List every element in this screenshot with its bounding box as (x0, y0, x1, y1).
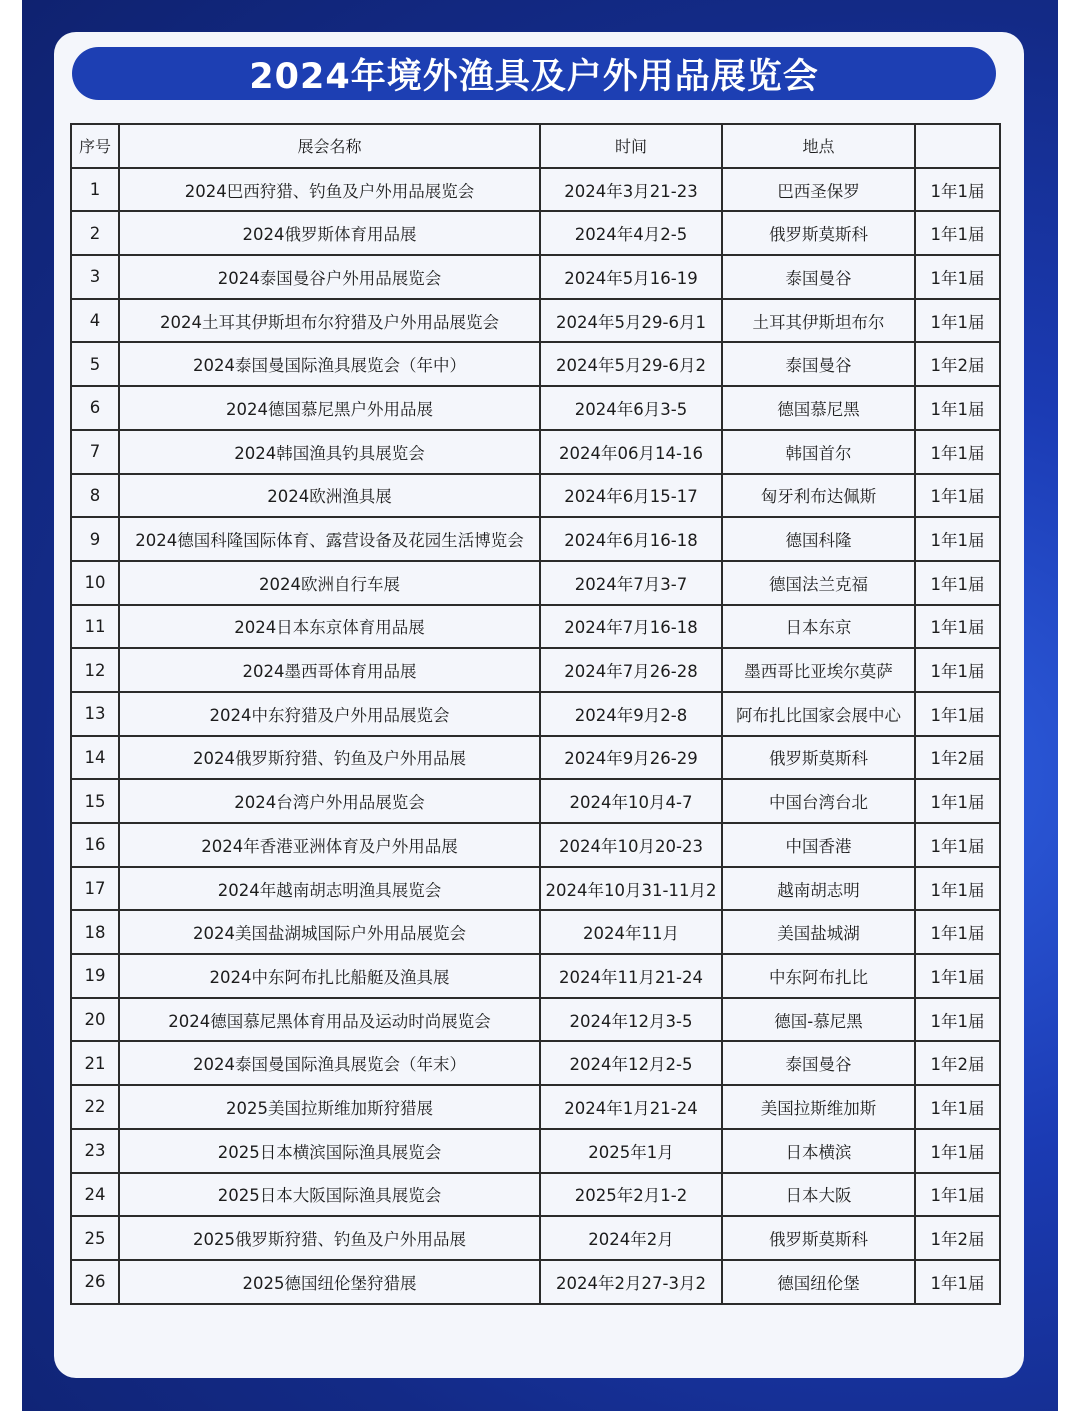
cell-exhibition-name: 2024德国慕尼黑体育用品及运动时尚展览会 (119, 998, 540, 1042)
table-row (71, 736, 1000, 780)
cell-no: 17 (71, 867, 119, 911)
table-row (71, 255, 1000, 299)
cell-exhibition-name: 2024德国科隆国际体育、露营设备及花园生活博览会 (119, 517, 540, 561)
cell-frequency: 1年1届 (915, 823, 1000, 867)
cell-location: 美国拉斯维加斯 (722, 1085, 915, 1129)
cell-no: 6 (71, 386, 119, 430)
cell-no: 11 (71, 605, 119, 649)
cell-no: 4 (71, 299, 119, 343)
cell-exhibition-name: 2024台湾户外用品展览会 (119, 779, 540, 823)
exhibition-table (70, 123, 1001, 1305)
cell-location: 中东阿布扎比 (722, 954, 915, 998)
cell-frequency: 1年1届 (915, 517, 1000, 561)
cell-location: 土耳其伊斯坦布尔 (722, 299, 915, 343)
cell-frequency: 1年1届 (915, 910, 1000, 954)
cell-exhibition-name: 2024中东阿布扎比船艇及渔具展 (119, 954, 540, 998)
table-row (71, 386, 1000, 430)
cell-no: 9 (71, 517, 119, 561)
cell-exhibition-name: 2025日本大阪国际渔具展览会 (119, 1173, 540, 1217)
cell-location: 德国纽伦堡 (722, 1260, 915, 1304)
table-header-row (71, 124, 1000, 168)
cell-time: 2024年7月16-18 (540, 605, 722, 649)
cell-time: 2024年4月2-5 (540, 211, 722, 255)
cell-location: 俄罗斯莫斯科 (722, 211, 915, 255)
cell-exhibition-name: 2024俄罗斯狩猎、钓鱼及户外用品展 (119, 736, 540, 780)
table-row (71, 342, 1000, 386)
cell-no: 13 (71, 692, 119, 736)
cell-time: 2024年10月31-11月2 (540, 867, 722, 911)
table-row (71, 517, 1000, 561)
cell-frequency: 1年1届 (915, 605, 1000, 649)
cell-no: 23 (71, 1129, 119, 1173)
cell-no: 21 (71, 1041, 119, 1085)
cell-frequency: 1年1届 (915, 1173, 1000, 1217)
cell-location: 德国科隆 (722, 517, 915, 561)
header-no: 序号 (71, 124, 119, 168)
header-place: 地点 (722, 124, 915, 168)
cell-exhibition-name: 2024土耳其伊斯坦布尔狩猎及户外用品展览会 (119, 299, 540, 343)
cell-frequency: 1年1届 (915, 299, 1000, 343)
cell-exhibition-name: 2024年香港亚洲体育及户外用品展 (119, 823, 540, 867)
cell-no: 20 (71, 998, 119, 1042)
cell-frequency: 1年1届 (915, 692, 1000, 736)
cell-exhibition-name: 2024泰国曼国际渔具展览会（年末） (119, 1041, 540, 1085)
cell-location: 中国台湾台北 (722, 779, 915, 823)
table-row (71, 1085, 1000, 1129)
cell-no: 12 (71, 648, 119, 692)
cell-location: 巴西圣保罗 (722, 168, 915, 212)
cell-exhibition-name: 2025美国拉斯维加斯狩猎展 (119, 1085, 540, 1129)
cell-exhibition-name: 2025俄罗斯狩猎、钓鱼及户外用品展 (119, 1216, 540, 1260)
cell-frequency: 1年1届 (915, 386, 1000, 430)
cell-location: 德国法兰克福 (722, 561, 915, 605)
header-name: 展会名称 (119, 124, 540, 168)
cell-time: 2024年11月 (540, 910, 722, 954)
cell-time: 2024年10月4-7 (540, 779, 722, 823)
cell-time: 2024年5月16-19 (540, 255, 722, 299)
cell-time: 2024年3月21-23 (540, 168, 722, 212)
cell-exhibition-name: 2024年越南胡志明渔具展览会 (119, 867, 540, 911)
cell-exhibition-name: 2024欧洲渔具展 (119, 474, 540, 518)
cell-frequency: 1年1届 (915, 474, 1000, 518)
cell-location: 日本东京 (722, 605, 915, 649)
cell-exhibition-name: 2024韩国渔具钓具展览会 (119, 430, 540, 474)
cell-exhibition-name: 2024中东狩猎及户外用品展览会 (119, 692, 540, 736)
cell-frequency: 1年1届 (915, 430, 1000, 474)
table-row (71, 867, 1000, 911)
cell-frequency: 1年1届 (915, 1129, 1000, 1173)
title-banner (72, 47, 996, 100)
table-row (71, 1260, 1000, 1304)
cell-time: 2024年06月14-16 (540, 430, 722, 474)
cell-exhibition-name: 2024德国慕尼黑户外用品展 (119, 386, 540, 430)
cell-location: 德国慕尼黑 (722, 386, 915, 430)
cell-time: 2024年5月29-6月2 (540, 342, 722, 386)
cell-no: 18 (71, 910, 119, 954)
cell-time: 2024年10月20-23 (540, 823, 722, 867)
table-row (71, 474, 1000, 518)
cell-time: 2024年2月 (540, 1216, 722, 1260)
table-row (71, 168, 1000, 212)
cell-frequency: 1年1届 (915, 998, 1000, 1042)
table-row (71, 823, 1000, 867)
cell-location: 墨西哥比亚埃尔莫萨 (722, 648, 915, 692)
cell-exhibition-name: 2025德国纽伦堡狩猎展 (119, 1260, 540, 1304)
table-row (71, 910, 1000, 954)
header-time: 时间 (540, 124, 722, 168)
cell-time: 2024年2月27-3月2 (540, 1260, 722, 1304)
cell-exhibition-name: 2024泰国曼谷户外用品展览会 (119, 255, 540, 299)
table-row (71, 605, 1000, 649)
cell-location: 日本横滨 (722, 1129, 915, 1173)
cell-frequency: 1年1届 (915, 168, 1000, 212)
cell-time: 2025年1月 (540, 1129, 722, 1173)
cell-time: 2024年6月16-18 (540, 517, 722, 561)
cell-frequency: 1年2届 (915, 342, 1000, 386)
cell-time: 2024年7月26-28 (540, 648, 722, 692)
cell-no: 1 (71, 168, 119, 212)
cell-location: 美国盐城湖 (722, 910, 915, 954)
cell-exhibition-name: 2024美国盐湖城国际户外用品展览会 (119, 910, 540, 954)
header-frequency (915, 124, 1000, 168)
cell-location: 泰国曼谷 (722, 1041, 915, 1085)
cell-no: 3 (71, 255, 119, 299)
cell-location: 日本大阪 (722, 1173, 915, 1217)
cell-frequency: 1年1届 (915, 648, 1000, 692)
cell-time: 2024年7月3-7 (540, 561, 722, 605)
table-row (71, 299, 1000, 343)
cell-frequency: 1年1届 (915, 211, 1000, 255)
cell-location: 泰国曼谷 (722, 255, 915, 299)
cell-exhibition-name: 2024泰国曼国际渔具展览会（年中） (119, 342, 540, 386)
table-row (71, 430, 1000, 474)
cell-frequency: 1年1届 (915, 867, 1000, 911)
cell-no: 16 (71, 823, 119, 867)
cell-no: 7 (71, 430, 119, 474)
cell-time: 2024年9月2-8 (540, 692, 722, 736)
table-row (71, 954, 1000, 998)
cell-no: 2 (71, 211, 119, 255)
cell-time: 2024年9月26-29 (540, 736, 722, 780)
cell-no: 25 (71, 1216, 119, 1260)
cell-exhibition-name: 2024巴西狩猎、钓鱼及户外用品展览会 (119, 168, 540, 212)
cell-location: 阿布扎比国家会展中心 (722, 692, 915, 736)
cell-frequency: 1年1届 (915, 255, 1000, 299)
cell-frequency: 1年2届 (915, 736, 1000, 780)
cell-time: 2024年11月21-24 (540, 954, 722, 998)
cell-time: 2024年5月29-6月1 (540, 299, 722, 343)
cell-frequency: 1年1届 (915, 779, 1000, 823)
cell-frequency: 1年1届 (915, 1260, 1000, 1304)
cell-time: 2024年12月3-5 (540, 998, 722, 1042)
cell-location: 越南胡志明 (722, 867, 915, 911)
cell-time: 2024年12月2-5 (540, 1041, 722, 1085)
cell-location: 韩国首尔 (722, 430, 915, 474)
page-title: 2024年境外渔具及户外用品展览会 (249, 56, 819, 97)
cell-location: 俄罗斯莫斯科 (722, 1216, 915, 1260)
cell-location: 匈牙利布达佩斯 (722, 474, 915, 518)
cell-no: 5 (71, 342, 119, 386)
cell-location: 德国-慕尼黑 (722, 998, 915, 1042)
table-row (71, 692, 1000, 736)
cell-no: 22 (71, 1085, 119, 1129)
table-row (71, 561, 1000, 605)
cell-location: 泰国曼谷 (722, 342, 915, 386)
table-row (71, 211, 1000, 255)
cell-time: 2024年1月21-24 (540, 1085, 722, 1129)
table-row (71, 1216, 1000, 1260)
cell-location: 中国香港 (722, 823, 915, 867)
cell-frequency: 1年1届 (915, 561, 1000, 605)
cell-exhibition-name: 2024欧洲自行车展 (119, 561, 540, 605)
cell-no: 14 (71, 736, 119, 780)
cell-time: 2024年6月15-17 (540, 474, 722, 518)
cell-no: 8 (71, 474, 119, 518)
cell-time: 2025年2月1-2 (540, 1173, 722, 1217)
table-body (71, 168, 1000, 1304)
table-row (71, 998, 1000, 1042)
table-row (71, 1041, 1000, 1085)
cell-frequency: 1年2届 (915, 1216, 1000, 1260)
cell-no: 19 (71, 954, 119, 998)
table-row (71, 779, 1000, 823)
cell-frequency: 1年1届 (915, 954, 1000, 998)
table-row (71, 1173, 1000, 1217)
cell-frequency: 1年1届 (915, 1085, 1000, 1129)
cell-exhibition-name: 2025日本横滨国际渔具展览会 (119, 1129, 540, 1173)
cell-exhibition-name: 2024俄罗斯体育用品展 (119, 211, 540, 255)
cell-no: 26 (71, 1260, 119, 1304)
cell-exhibition-name: 2024墨西哥体育用品展 (119, 648, 540, 692)
cell-location: 俄罗斯莫斯科 (722, 736, 915, 780)
cell-no: 24 (71, 1173, 119, 1217)
cell-exhibition-name: 2024日本东京体育用品展 (119, 605, 540, 649)
cell-no: 15 (71, 779, 119, 823)
table-row (71, 648, 1000, 692)
cell-frequency: 1年2届 (915, 1041, 1000, 1085)
cell-time: 2024年6月3-5 (540, 386, 722, 430)
table-row (71, 1129, 1000, 1173)
cell-no: 10 (71, 561, 119, 605)
